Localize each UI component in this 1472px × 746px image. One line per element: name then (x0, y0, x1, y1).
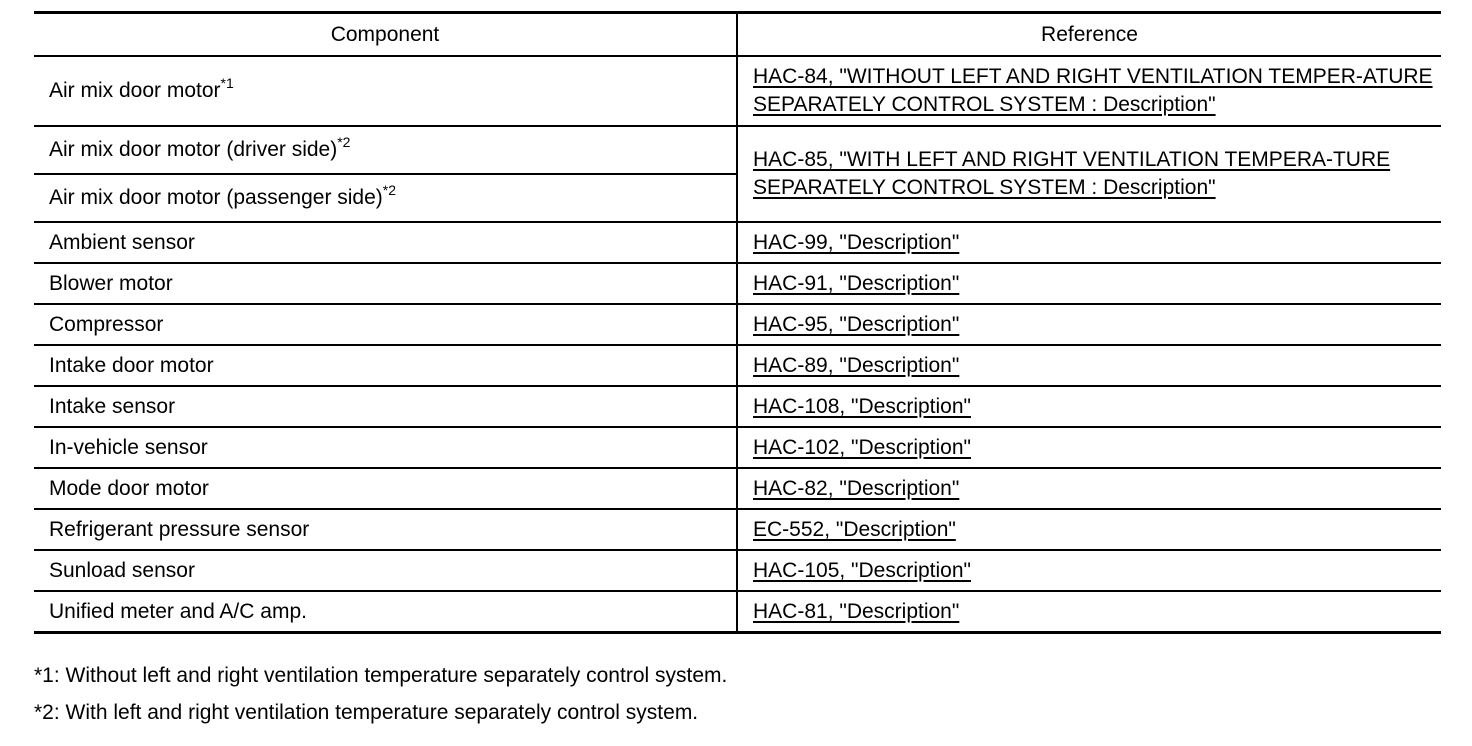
header-row (34, 13, 1441, 57)
component-cell: Compressor (34, 304, 737, 345)
component-cell: Ambient sensor (34, 222, 737, 263)
reference-cell (737, 591, 1441, 633)
reference-cell (737, 263, 1441, 304)
component-reference-table (34, 11, 1441, 634)
reference-link[interactable]: HAC-95, "Description" (753, 312, 960, 336)
component-cell (34, 56, 737, 126)
component-cell: Blower motor (34, 263, 737, 304)
component-cell: Sunload sensor (34, 550, 737, 591)
table-row (34, 386, 1441, 427)
component-cell: Unified meter and A/C amp. (34, 591, 737, 633)
reference-link[interactable]: HAC-108, "Description" (753, 394, 971, 418)
table-row (34, 550, 1441, 591)
reference-cell (737, 468, 1441, 509)
component-cell: Mode door motor (34, 468, 737, 509)
reference-cell (737, 427, 1441, 468)
component-label: Air mix door motor (passenger side) (49, 186, 383, 209)
component-cell: Intake door motor (34, 345, 737, 386)
component-cell (34, 126, 737, 174)
table-row (34, 509, 1441, 550)
reference-cell (737, 126, 1441, 222)
reference-link[interactable]: HAC-102, "Description" (753, 435, 971, 459)
component-cell (34, 174, 737, 222)
footnote-marker: *2 (382, 182, 397, 198)
table-row (34, 126, 1441, 174)
footnote-1: *1: Without left and right ventilation temperature separately control system. (34, 664, 728, 687)
component-cell: In-vehicle sensor (34, 427, 737, 468)
table-row (34, 345, 1441, 386)
reference-cell (737, 550, 1441, 591)
reference-link[interactable]: HAC-91, "Description" (753, 271, 960, 295)
reference-cell (737, 222, 1441, 263)
reference-link[interactable]: HAC-89, "Description" (753, 353, 960, 377)
reference-cell (737, 56, 1441, 126)
component-label: Air mix door motor (driver side) (49, 138, 338, 161)
component-cell: Refrigerant pressure sensor (34, 509, 737, 550)
reference-link[interactable]: EC-552, "Description" (753, 517, 956, 541)
reference-link[interactable]: HAC-99, "Description" (753, 230, 960, 254)
reference-link[interactable]: HAC-105, "Description" (753, 558, 971, 582)
header-reference: Reference (737, 13, 1441, 57)
table-row (34, 427, 1441, 468)
footnote-marker: *1 (220, 75, 234, 91)
table-row (34, 468, 1441, 509)
reference-link[interactable]: HAC-85, "WITH LEFT AND RIGHT VENTILATION TEMPERA-TURE SEPARATELY CONTROL SYSTEM : Description" (753, 148, 1391, 199)
table-row (34, 222, 1441, 263)
reference-link[interactable]: HAC-81, "Description" (753, 599, 960, 623)
reference-cell (737, 509, 1441, 550)
table-row (34, 591, 1441, 633)
header-component: Component (34, 13, 737, 57)
reference-cell (737, 386, 1441, 427)
component-cell: Intake sensor (34, 386, 737, 427)
table-row (34, 304, 1441, 345)
reference-cell (737, 345, 1441, 386)
footnote-marker: *2 (337, 134, 351, 150)
reference-link[interactable]: HAC-84, "WITHOUT LEFT AND RIGHT VENTILATION TEMPER-ATURE SEPARATELY CONTROL SYSTEM : Description" (753, 65, 1433, 116)
reference-link[interactable]: HAC-82, "Description" (753, 476, 960, 500)
footnote-2: *2: With left and right ventilation temperature separately control system. (34, 701, 699, 724)
table-row (34, 56, 1441, 126)
component-label: Air mix door motor (49, 79, 221, 102)
table-row (34, 263, 1441, 304)
reference-cell (737, 304, 1441, 345)
